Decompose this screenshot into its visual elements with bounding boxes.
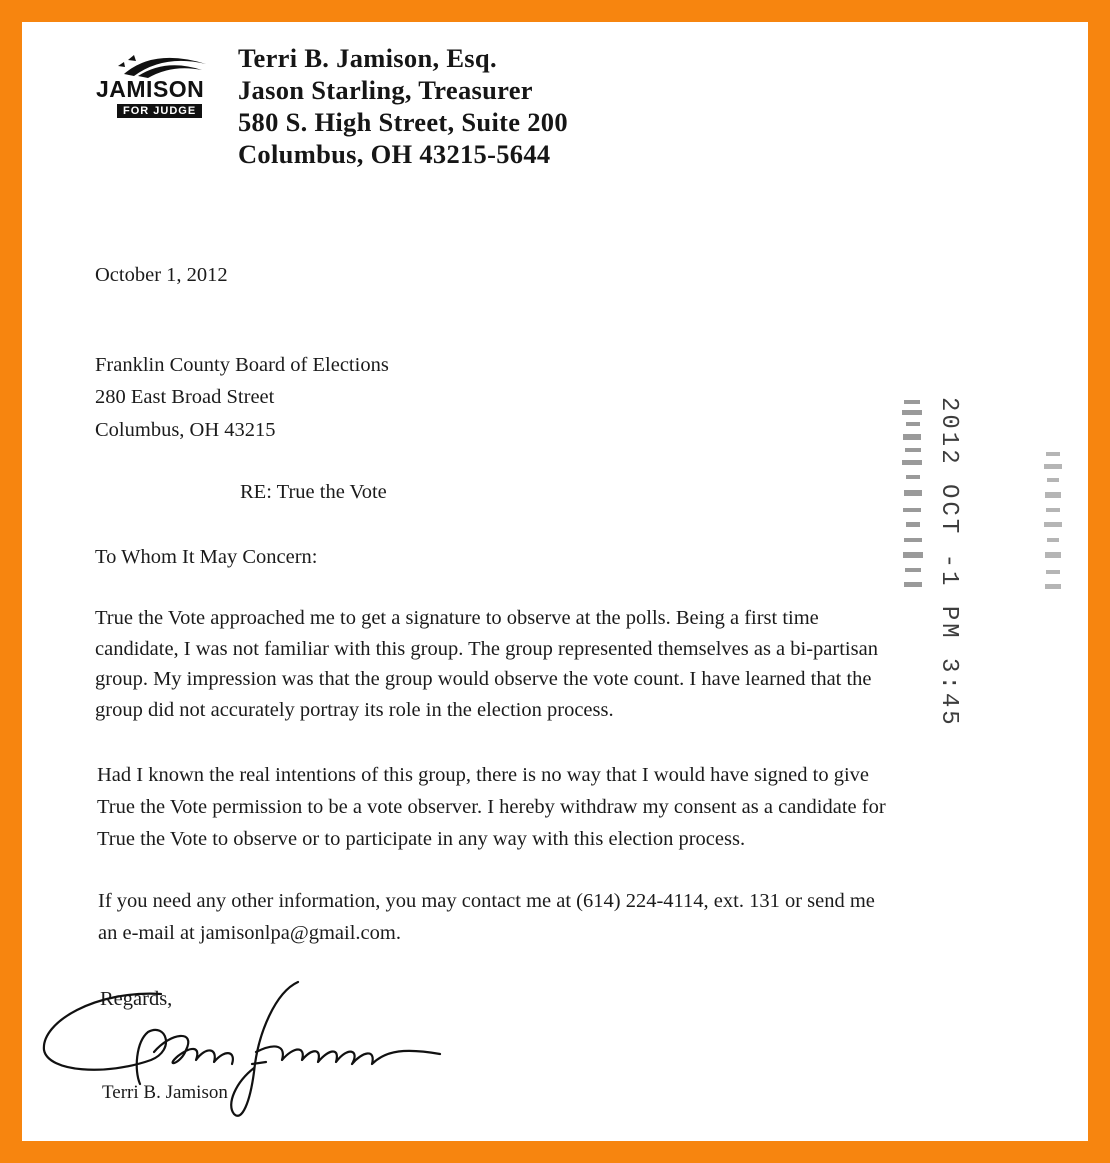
letterhead-line: Jason Starling, Treasurer	[238, 75, 533, 105]
letter-date: October 1, 2012	[95, 264, 228, 286]
letterhead-line: Terri B. Jamison, Esq.	[238, 43, 497, 73]
recipient-line: Columbus, OH 43215	[95, 419, 276, 441]
paragraph-1-line: group did not accurately portray its role in the election process.	[95, 699, 614, 721]
paragraph-3-line: If you need any other information, you may contact me at (614) 224-4114, ext. 131 or send me	[98, 890, 875, 912]
paragraph-2-line: True the Vote to observe or to participate in any way with this election process.	[97, 828, 746, 850]
recipient-line: Franklin County Board of Elections	[95, 354, 389, 376]
salutation: To Whom It May Concern:	[95, 546, 318, 568]
paragraph-1-line: True the Vote approached me to get a signature to observe at the polls. Being a first time	[95, 607, 819, 629]
re-line: RE: True the Vote	[240, 481, 387, 503]
logo-name: JAMISON	[96, 76, 205, 102]
letterhead-line: Columbus, OH 43215-5644	[238, 139, 551, 169]
letter-page	[22, 22, 1088, 1141]
letterhead-block	[238, 42, 568, 170]
received-timestamp-stamp: 2012 OCT -1 PM 3:45	[935, 397, 962, 728]
faded-stamp-mark	[1040, 452, 1070, 602]
paragraph-3-line: an e-mail at jamisonlpa@gmail.com.	[98, 922, 401, 944]
paragraph-2-line: True the Vote permission to be a vote observer. I hereby withdraw my consent as a candidate for	[97, 796, 886, 818]
paragraph-2-line: Had I known the real intentions of this group, there is no way that I would have signed to give	[97, 764, 870, 786]
letterhead-line: 580 S. High Street, Suite 200	[238, 107, 568, 137]
handwritten-signature	[36, 972, 456, 1122]
logo-tagline: FOR JUDGE	[117, 104, 202, 118]
faded-stamp-mark	[894, 400, 934, 610]
jamison-for-judge-logo	[94, 46, 224, 128]
paragraph-1-line: candidate, I was not familiar with this group. The group represented themselves as a bi-partisan	[95, 638, 878, 660]
signer-name: Terri B. Jamison	[102, 1082, 228, 1103]
recipient-line: 280 East Broad Street	[95, 386, 275, 408]
closing: Regards,	[100, 988, 173, 1010]
paragraph-1-line: group. My impression was that the group would observe the vote count. I have learned that the	[95, 668, 872, 690]
